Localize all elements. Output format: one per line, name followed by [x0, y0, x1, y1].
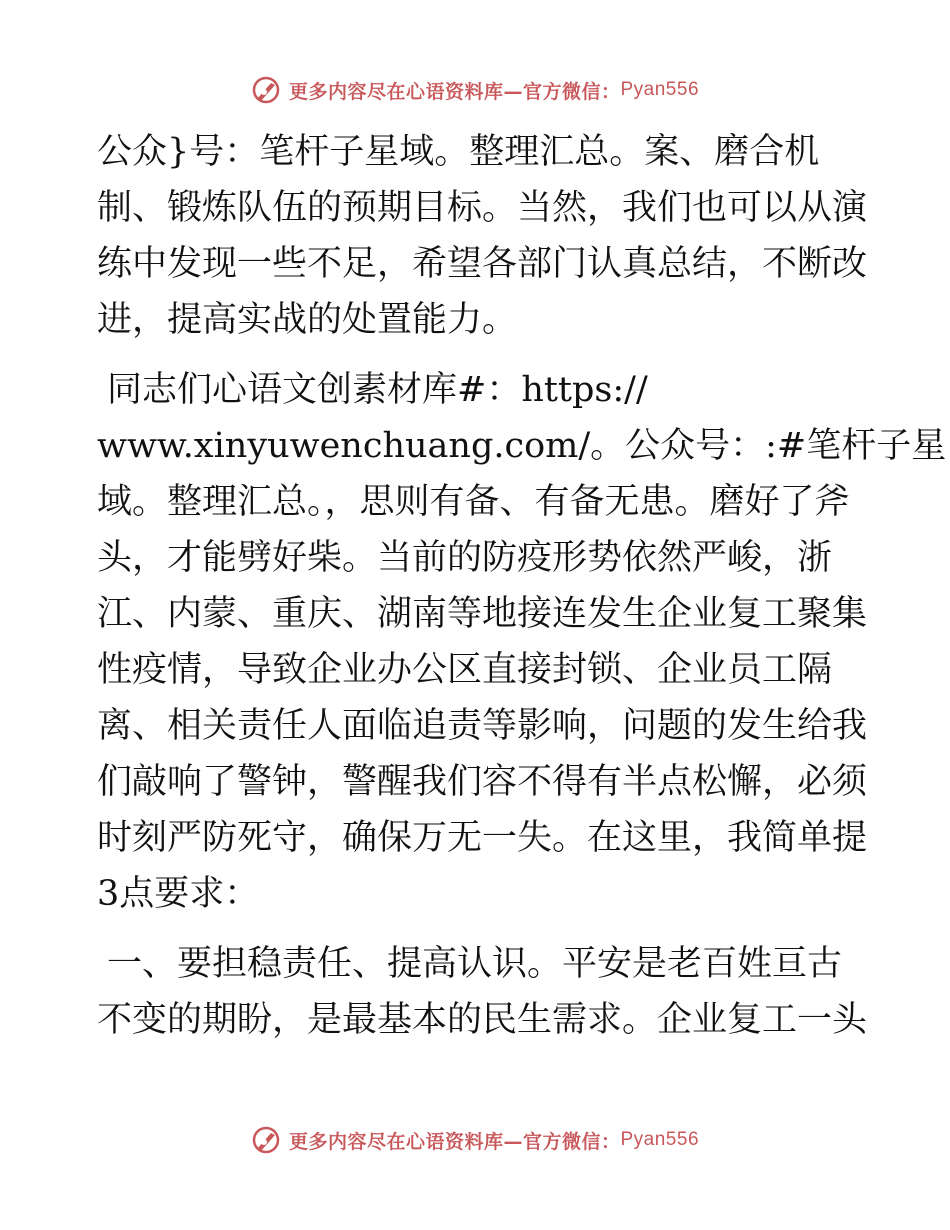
- banner-wechat-id: Pyan556: [620, 79, 700, 100]
- pen-logo-icon: [251, 75, 281, 105]
- paragraph-1: [97, 124, 867, 348]
- text-line: 们敲响了警钟，警醒我们容不得有半点松懈，必须: [97, 762, 868, 802]
- banner-text: 更多内容尽在心语资料库—官方微信：: [288, 1130, 621, 1153]
- footer-banner: [0, 1120, 950, 1160]
- text-line: 进，提高实战的处置能力。: [97, 300, 518, 340]
- banner-text: 更多内容尽在心语资料库—官方微信：: [288, 80, 621, 103]
- text-line: 头，才能劈好柴。当前的防疫形势依然严峻，浙: [97, 538, 833, 578]
- text-line: 练中发现一些不足，希望各部门认真总结，不断改: [97, 244, 868, 284]
- header-banner: [0, 70, 950, 110]
- text-line: 不变的期盼，是最基本的民生需求。企业复工一头: [97, 1000, 868, 1040]
- paragraph-2: [97, 362, 947, 922]
- text-line: 公众}号：笔杆子星域。整理汇总。案、磨合机: [97, 132, 820, 172]
- text-line: 一、要担稳责任、提高认识。平安是老百姓亘古: [107, 944, 843, 984]
- text-line: www.xinyuwenchuang.com/。公众号：:#笔杆子星: [97, 426, 947, 466]
- text-line: 制、锻炼队伍的预期目标。当然，我们也可以从演: [97, 188, 868, 228]
- text-line: 时刻严防死守，确保万无一失。在这里，我简单提: [97, 818, 868, 858]
- text-line: 同志们心语文创素材库#：https://: [107, 370, 648, 410]
- paragraph-3: [97, 936, 867, 1048]
- banner-wechat-id: Pyan556: [620, 1129, 700, 1150]
- text-line: 性疫情，导致企业办公区直接封锁、企业员工隔: [97, 650, 833, 690]
- text-line: 离、相关责任人面临追责等影响，问题的发生给我: [97, 706, 868, 746]
- text-line: 3点要求：: [97, 874, 260, 914]
- text-line: 域。整理汇总。，思则有备、有备无患。磨好了斧: [97, 482, 850, 522]
- pen-logo-icon: [251, 1125, 281, 1155]
- document-body: [97, 124, 947, 1062]
- text-line: 江、内蒙、重庆、湖南等地接连发生企业复工聚集: [97, 594, 868, 634]
